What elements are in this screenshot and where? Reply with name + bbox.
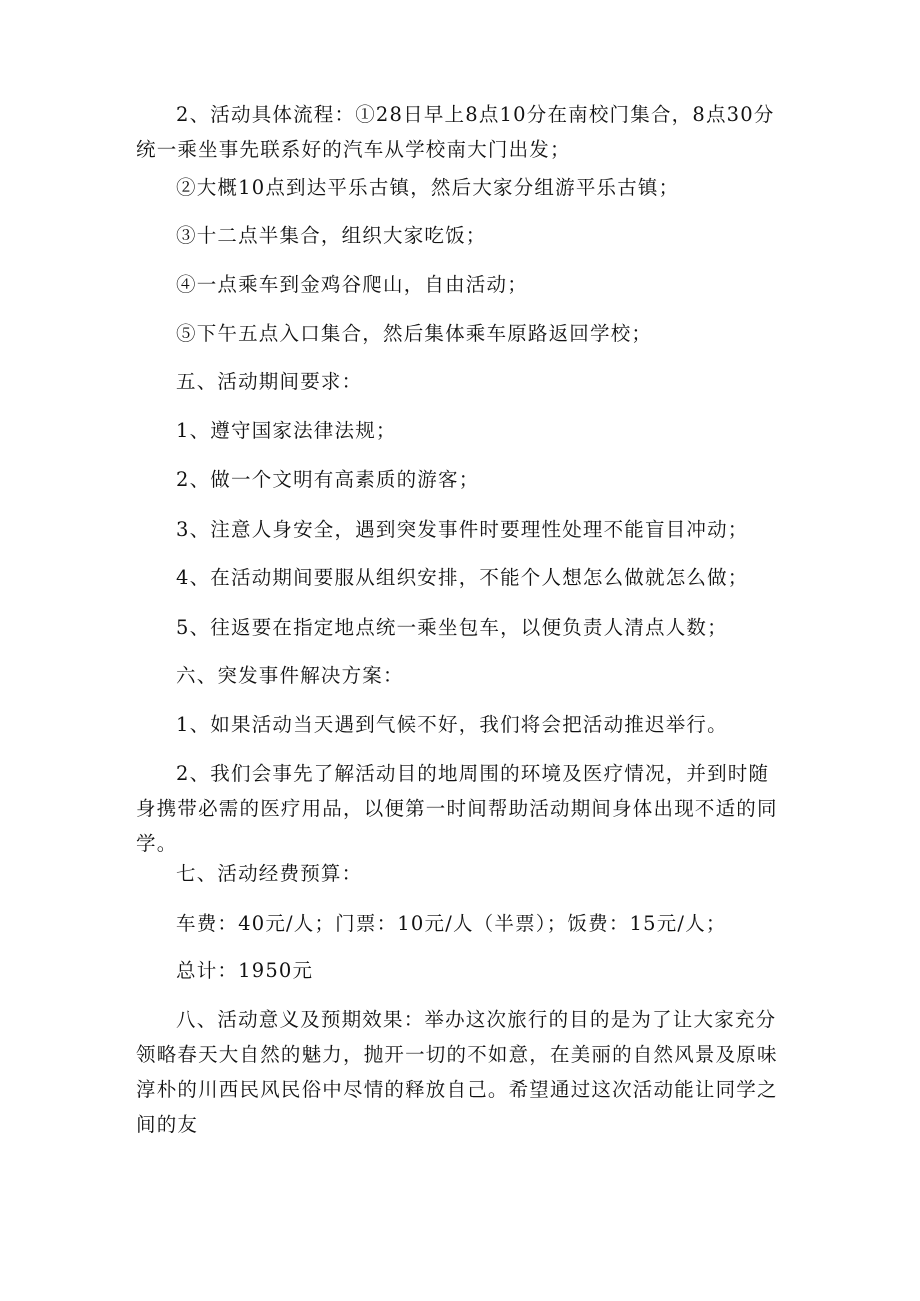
section-heading-requirements: 五、活动期间要求：: [176, 370, 363, 393]
paragraph-activity-schedule: 2、活动具体流程：①28日早上8点10分在南校门集合，8点30分统一乘坐事先联系好的汽车从学校南大门出发；: [136, 103, 775, 161]
paragraph-budget-total: 总计：1950元: [176, 959, 314, 982]
paragraph-step-2: ②大概10点到达平乐古镇，然后大家分组游平乐古镇；: [176, 176, 680, 199]
paragraph-step-3: ③十二点半集合，组织大家吃饭；: [176, 224, 487, 247]
paragraph-emergency-2: 2、我们会事先了解活动目的地周围的环境及医疗情况，并到时随身携带必需的医疗用品，以便第一时间帮助活动期间身体出现不适的同学。: [136, 762, 778, 855]
paragraph-requirement-5: 5、往返要在指定地点统一乘坐包车，以便负责人清点人数；: [176, 616, 728, 639]
paragraph-requirement-1: 1、遵守国家法律法规；: [176, 419, 397, 442]
paragraph-significance: 八、活动意义及预期效果：举办这次旅行的目的是为了让大家充分领略春天大自然的魅力，抛开一切的不如意，在美丽的自然风景及原味淳朴的川西民风民俗中尽情的释放自己。希望通过这次活动能让同学之间的友: [136, 1008, 778, 1136]
paragraph-step-5: ⑤下午五点入口集合，然后集体乘车原路返回学校；: [176, 322, 653, 345]
paragraph-emergency-1: 1、如果活动当天遇到气候不好，我们将会把活动推迟举行。: [176, 713, 728, 736]
paragraph-requirement-3: 3、注意人身安全，遇到突发事件时要理性处理不能盲目冲动；: [176, 518, 749, 541]
section-heading-budget: 七、活动经费预算：: [176, 862, 363, 885]
paragraph-budget-items: 车费：40元/人；门票：10元/人（半票）；饭费：15元/人；: [176, 912, 727, 935]
paragraph-requirement-2: 2、做一个文明有高素质的游客；: [176, 468, 480, 491]
section-heading-emergency: 六、突发事件解决方案：: [176, 664, 404, 687]
paragraph-step-4: ④一点乘车到金鸡谷爬山，自由活动；: [176, 273, 528, 296]
paragraph-requirement-4: 4、在活动期间要服从组织安排，不能个人想怎么做就怎么做；: [176, 566, 749, 589]
